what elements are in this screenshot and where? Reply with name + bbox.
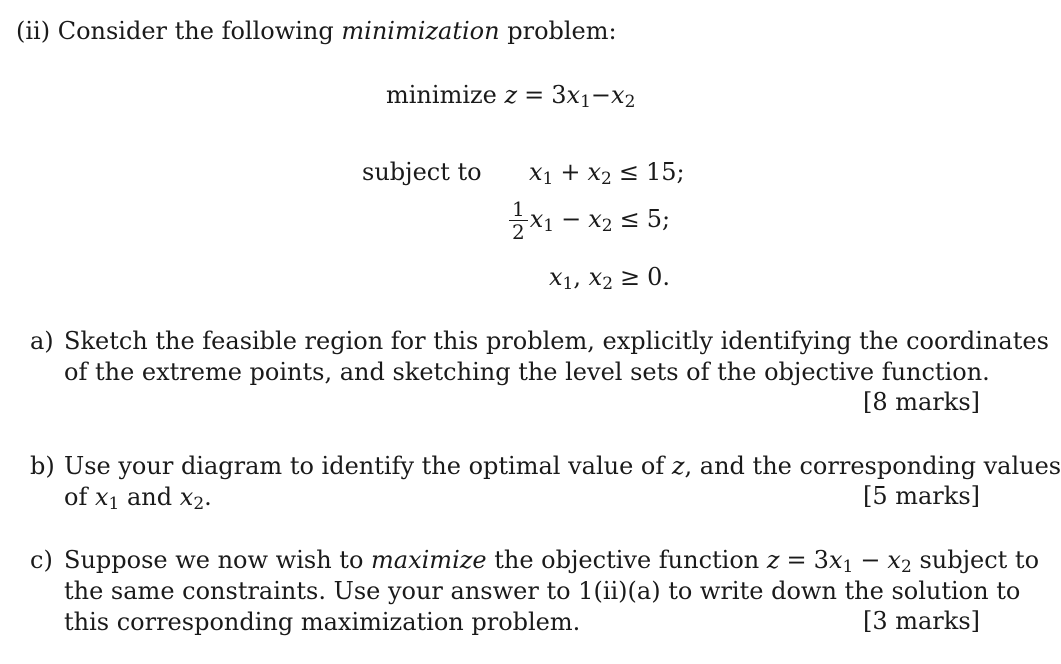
var-x: x xyxy=(588,263,603,291)
relation-sign: ≤ xyxy=(619,205,640,233)
question-a xyxy=(30,326,1049,388)
rhs-value: 5; xyxy=(646,205,671,233)
var-x: x xyxy=(179,483,194,511)
constraint-1 xyxy=(529,159,685,187)
question-b xyxy=(30,451,1061,514)
question-label: a) xyxy=(30,327,54,355)
heading-text-end: problem: xyxy=(507,17,617,45)
fraction-numerator: 1 xyxy=(509,198,528,221)
var-x: x xyxy=(529,158,543,186)
subscript: 1 xyxy=(108,494,120,514)
constraint-2 xyxy=(509,198,670,243)
subscript: 1 xyxy=(542,169,554,189)
question-emphasis: maximize xyxy=(371,546,487,574)
question-text: and xyxy=(127,483,173,511)
rhs-value: 15; xyxy=(645,158,685,186)
heading-text: Consider the following xyxy=(57,17,334,45)
problem-heading xyxy=(16,18,617,46)
subscript: 1 xyxy=(543,216,555,236)
var-z: z xyxy=(766,546,780,574)
objective-function xyxy=(386,82,635,110)
subscript: 2 xyxy=(624,92,636,112)
subscript: 2 xyxy=(193,494,205,514)
var-x: x xyxy=(566,81,581,109)
var-x: x xyxy=(549,263,563,291)
minimize-label: minimize xyxy=(386,81,497,109)
heading-emphasis: minimization xyxy=(341,17,500,45)
question-label: b) xyxy=(30,452,55,480)
question-line xyxy=(64,545,1040,577)
question-text: Sketch the feasible region for this problem, explicitly identifying the coordinates xyxy=(64,327,1049,355)
var-x: x xyxy=(588,205,602,233)
period: . xyxy=(204,483,212,511)
var-z: z xyxy=(671,452,685,480)
question-line xyxy=(64,482,985,513)
var-x: x xyxy=(587,158,602,186)
question-text: , and the corresponding values xyxy=(684,452,1061,480)
subject-to-label: subject to xyxy=(362,158,482,186)
question-text: Use your diagram to identify the optimal value of xyxy=(64,452,665,480)
fraction xyxy=(509,198,528,243)
subscript: 2 xyxy=(900,557,912,577)
objective-coef: 3 xyxy=(551,81,567,109)
fraction-denominator: 2 xyxy=(512,220,525,244)
marks-c: [3 marks] xyxy=(862,607,980,635)
question-line xyxy=(64,451,1061,482)
relation-sign: ≤ xyxy=(618,158,639,186)
coef: 3 xyxy=(813,546,829,574)
minus-sign: − xyxy=(860,546,881,574)
var-x: x xyxy=(529,205,544,233)
part-label: (ii) xyxy=(16,17,51,45)
subscript: 2 xyxy=(601,169,612,189)
plus-sign: + xyxy=(560,158,581,186)
marks-a: [8 marks] xyxy=(862,388,980,416)
question-text: the objective function xyxy=(494,546,760,574)
var-x: x xyxy=(611,81,625,109)
question-text: this corresponding maximization problem. xyxy=(64,608,581,636)
equals-sign: = xyxy=(786,546,807,574)
var-x: x xyxy=(828,546,843,574)
question-label: c) xyxy=(30,546,53,574)
question-text: of xyxy=(64,483,88,511)
minus-sign: − xyxy=(590,81,612,109)
var-x: x xyxy=(94,483,109,511)
rhs-value: 0. xyxy=(647,263,671,291)
subscript: 1 xyxy=(562,274,574,294)
subscript: 2 xyxy=(602,274,614,294)
subscript: 1 xyxy=(842,557,854,577)
var-x: x xyxy=(887,546,901,574)
question-text: the same constraints. Use your answer to 1(ii)(a) to write down the solution to xyxy=(64,577,1021,605)
marks-b: [5 marks] xyxy=(862,482,980,510)
equals-sign: = xyxy=(524,81,545,109)
question-text: Suppose we now wish to xyxy=(64,546,364,574)
question-text: subject to xyxy=(919,546,1040,574)
question-c xyxy=(30,545,1040,638)
comma: , xyxy=(573,263,582,291)
relation-sign: ≥ xyxy=(620,263,641,291)
minus-sign: − xyxy=(561,205,582,233)
objective-var: z xyxy=(504,81,518,109)
question-text: of the extreme points, and sketching the level sets of the objective function. xyxy=(64,358,990,386)
subscript: 2 xyxy=(601,216,613,236)
subscript: 1 xyxy=(580,92,591,112)
constraint-3 xyxy=(549,264,670,292)
